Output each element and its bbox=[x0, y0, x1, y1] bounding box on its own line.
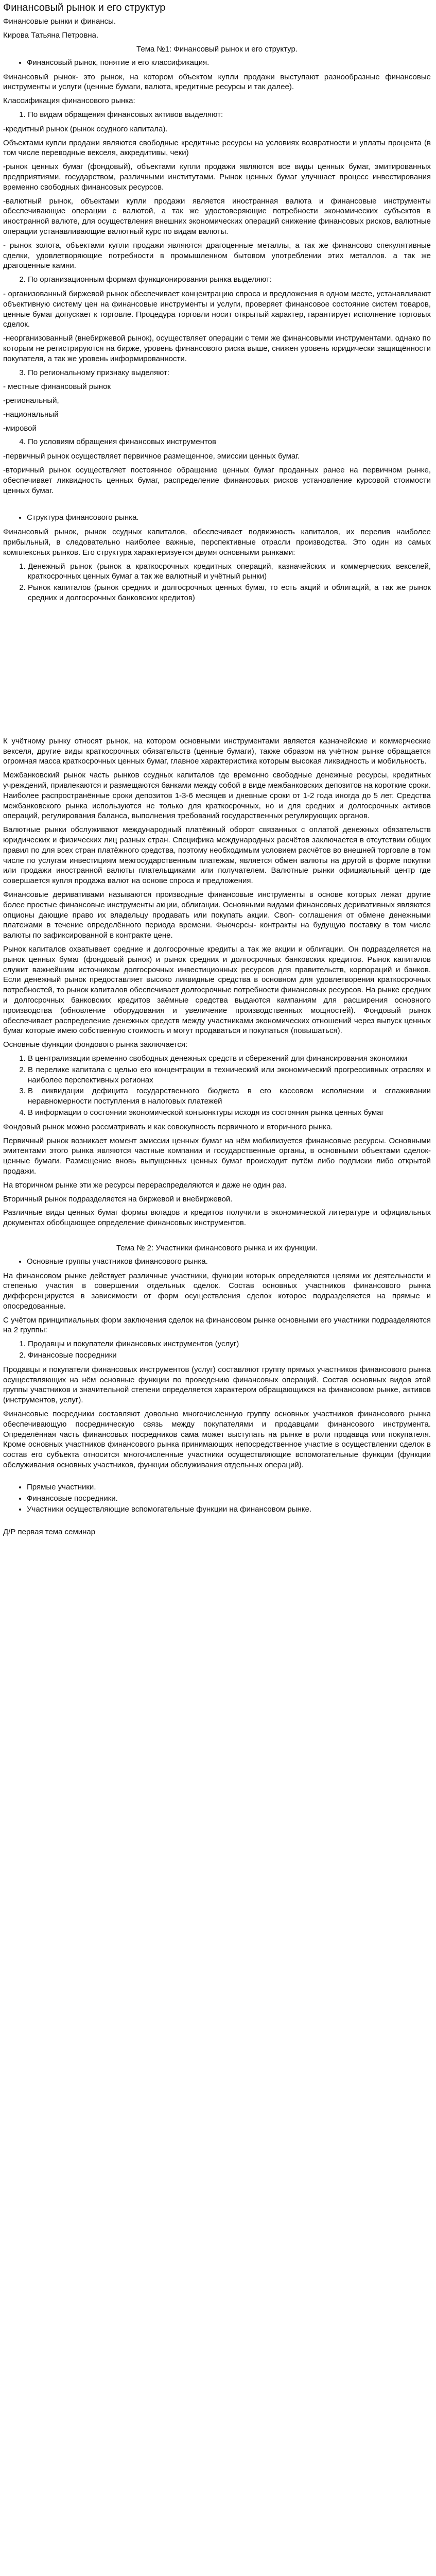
topic2-bullet-list bbox=[3, 1257, 431, 1267]
list-item: • Основные группы участников финансового рынка. bbox=[27, 1257, 431, 1267]
classification-list-4 bbox=[3, 437, 431, 447]
list-item: -региональный, bbox=[3, 396, 59, 405]
list-item: 1. Денежный рынок (рынок а краткосрочных кредитных операций, казначейских и коммерческих векселей, краткосрочных ценных бумаг а так же валютный и учётный рынки) bbox=[28, 562, 431, 582]
paragraph: -неорганизованный (внебиржевой рынок), осуществляет операции с теми же финансовыми инструментами, однако по которым не регистрируются на бирже, уровень финансового риска выше, снижен уровень юридически защищённости покупателя, а так же уровень информированности. bbox=[3, 334, 431, 363]
list-item: 1. В централизации временно свободных денежных средств и сбережений для финансирования экономики bbox=[28, 1054, 431, 1064]
document-author: Кирова Татьяна Петровна. bbox=[3, 31, 99, 40]
paragraph: -вторичный рынок осуществляет постоянное обращение ценных бумаг проданных ранее на первичном рынке, обеспечивает ликвидность ценных бумаг, распределение финансовых рисков установление курсовой стоимости ценных бумаг. bbox=[3, 466, 431, 495]
classification-title: Классификация финансового рынка: bbox=[3, 96, 135, 106]
list-item: 3. В ликвидации дефицита государственного бюджета в его кассовом исполнении и сглаживании неравномерности поступления в налоговых платежей bbox=[28, 1086, 431, 1107]
classification-list-1 bbox=[3, 110, 431, 120]
paragraph: Фондовый рынок можно рассматривать и как совокупность первичного и вторичного рынка. bbox=[3, 1122, 333, 1131]
classification-list-3 bbox=[3, 368, 431, 378]
groups-list bbox=[3, 1339, 431, 1361]
paragraph: Первичный рынок возникает момент эмиссии ценных бумаг на нём мобилизуется финансовые ресурсы. Основными эмитентами этого рынка являются частные компании и государственные органы, в основными объектами сделок- ценные бумаги. Размещение вновь выпущенных ценных бумаг происходит путём либо подписки либо открытой продажи. bbox=[3, 1136, 431, 1176]
list-item: • Прямые участники. bbox=[27, 1482, 431, 1493]
functions-list bbox=[3, 1054, 431, 1118]
page-title: Финансовый рынок и его структур bbox=[3, 2, 166, 13]
structure-bullet-list bbox=[3, 513, 431, 523]
list-item: 1. По видам обращения финансовых активов выделяют: bbox=[28, 110, 431, 120]
list-item: 4. В информации о состоянии экономической конъюнктуры исходя из состояния рынка ценных бумаг bbox=[28, 1108, 431, 1118]
list-item: 4. По условиям обращения финансовых инструментов bbox=[28, 437, 431, 447]
list-item: 1. Продавцы и покупатели финансовых инструментов (услуг) bbox=[28, 1339, 431, 1349]
list-item: 2. В перелике капитала с целью его концентрации в технический или экономический прогрессивных отраслях и наиболее перспективных регионах bbox=[28, 1065, 431, 1086]
list-item: • Финансовые посредники. bbox=[27, 1494, 431, 1504]
topic1-bullet-list bbox=[3, 58, 431, 68]
paragraph: К учётному рынку относят рынок, на котором основными инструментами является казначейские и коммерческие векселя, другие виды краткосрочных обязательств (ценные бумаги), также образом на учётном рынке обращается огромная масса краткосрочных ценных бумаг, главное характеристика которым высокая ликвидность и мобильность. bbox=[3, 736, 431, 766]
paragraph: Вторичный рынок подразделяется на биржевой и внебиржевой. bbox=[3, 1194, 233, 1204]
list-item: -национальный bbox=[3, 410, 59, 419]
paragraph: Финансовые деривативами называются производные финансовые инструменты в основе которых лежат другие более простые финансовые инструменты акции, облигации. Основными видами финансовых деривативных являются опционы дающие право их владельцу продавать или покупать акции. Своп- соглашения от обмене денежными платежами в течение определённого периода времени. Фьючерсы- контракты на будущую поставку в том числе валюты по зафиксированной в контракте цене. bbox=[3, 890, 431, 940]
paragraph: - организованный биржевой рынок обеспечивает концентрацию спроса и предложения в одном месте, устанавливают объективную систему цен на финансовые инструменты и услуги, проверяет финансовое состояние систем товаров, ценные бумаг допускает к торговле. Процедура торговли носит открытый характер, гарантирует исполнение торговых сделок. bbox=[3, 289, 431, 329]
paragraph: С учётом принципиальных форм заключения сделок на финансовом рынке основными его участники подразделяются на 2 группы: bbox=[3, 1315, 431, 1335]
list-item: 2. Финансовые посредники bbox=[28, 1350, 431, 1361]
paragraph: -кредитный рынок (рынок ссудного капитала). bbox=[3, 124, 168, 133]
homework-note: Д/Р первая тема семинар bbox=[3, 1528, 96, 1537]
list-item: • Структура финансового рынка. bbox=[27, 513, 431, 523]
document-subtitle: Финансовые рынки и финансы. bbox=[3, 17, 116, 26]
list-item: 2. Рынок капиталов (рынок средних и долгосрочных ценных бумаг, то есть акций и облигаций, а так же рынок средних и долгосрочных банковских кредитов) bbox=[28, 583, 431, 603]
paragraph: Финансовый рынок- это рынок, на котором объектом купли продажи выступают разнообразные финансовые инструменты и услуги (ценные бумаги, валюта, кредитные ресурсы и так далее). bbox=[3, 72, 431, 92]
list-item: • Участники осуществляющие вспомогательные функции на финансовом рынке. bbox=[27, 1504, 431, 1515]
paragraph: Межбанковский рынок часть рынков ссудных капиталов где временно свободные денежные ресурсы, кредитных учреждений, привлекаются и размещаются банками между собой в виде межбанковских депозитов на короткие сроки. Наиболее распространённые сроки депозитов 1-3-6 месяцев и дневные сроки от 1-2 года иногда до 5 лет. Средства межбанковского рынка используются не только для краткосрочных, но и для средних и долгосрочных активов операций, регулирования баланса, выполнения требований государственных регулирующих органов. bbox=[3, 771, 431, 821]
paragraph: На финансовом рынке действует различные участники, функции которых определяются целями их деятельности и степенью участия в совершении отдельных сделок. Состав основных участников финансового рынка дифференцируется в зависимости от форм осуществления сделок которое подразделяется на прямые и опосредованные. bbox=[3, 1271, 431, 1311]
paragraph: -первичный рынок осуществляет первичное размещенное, эмиссии ценных бумаг. bbox=[3, 452, 300, 461]
paragraph: Рынок капиталов охватывает средние и долгосрочные кредиты а так же акции и облигации. Он подразделяется на рынок ценных бумаг (фондовый рынок) и рынок средних и долгосрочных банковских кредитов. Рынок капиталов служит важнейшим источником долгосрочных инвестиционных ресурсов для правительств, корпораций и банков. Если денежный рынок предоставляет высоко ликвидные средства в основном для удовлетворения краткосрочных потребностей, то рынок капиталов обеспечивает долгосрочные потребности финансовых ресурсов. На рынке средних и долгосрочных банковских кредитов заёмные средства выдаются кампаниям для расширения основного производства (обновление оборудования и увеличение производственных мощностей). Фондовый рынок обеспечивает распределение денежных средств между участниками экономических отношений через выпуск ценных бумаг которые имею собственную стоимость и могут продаваться и покупаться (повышаться). bbox=[3, 944, 431, 1036]
paragraph: Различные виды ценных бумаг формы вкладов и кредитов получили в экономической литературе и официальных документах обобщающее определение финансовых инструментов. bbox=[3, 1208, 431, 1228]
structure-list bbox=[3, 562, 431, 603]
topic1-heading: Тема №1: Финансовый рынок и его структур. bbox=[136, 44, 298, 54]
classification-list-2 bbox=[3, 275, 431, 285]
paragraph: Продавцы и покупатели финансовых инструментов (услуг) составляют группу прямых участников финансового рынка осуществляющих на нём основные функции по проведению финансовых операций. Состав основных видов этой группы участников и значительной степени определяется характером обращающихся на финансовом рынке, активов (инструментов, услуг). bbox=[3, 1365, 431, 1405]
paragraph: -валютный рынок, объектами купли продажи является иностранная валюта и финансовые инструменты обеспечивающие операции с валютой, а так же удостоверяющие потребности экономических субъектов в иностранной валюте, для осуществления внешних экономических операций снижение финансовых рисков, валютные операции устанавливающие валютный курс по видам валюты. bbox=[3, 196, 431, 236]
topic2-heading: Тема № 2: Участники финансового рынка и их функции. bbox=[116, 1243, 318, 1252]
list-item: 3. По региональному признаку выделяют: bbox=[28, 368, 431, 378]
roles-list bbox=[3, 1482, 431, 1515]
list-item: • Финансовый рынок, понятие и его классификация. bbox=[27, 58, 431, 68]
paragraph: Финансовый рынок, рынок ссудных капиталов, обеспечивает подвижность капиталов, их перелив наиболее прибыльный, в следовательно наиболее важные, перспективные отрасли производства. Это один из самых комплексных рынков. Его структура характеризуется двумя основными рынками: bbox=[3, 528, 431, 557]
list-item: 2. По организационным формам функционирования рынка выделяют: bbox=[28, 275, 431, 285]
paragraph: Валютные рынки обслуживают международный платёжный оборот связанных с оплатой денежных обязательств юридических и физических лиц разных стран. Специфика международных расчётов заключается в отсутствии общих правил по для всех стран платёжного средства, поэтому необходимым условием расчётов во внешней торговле в том числе по услугам инвестициям межгосударственным платежам, является обмен валюты на другой в форме покупки или продажи иностранной валюты плательщиками или получателем. Валютные рынки официальный центр где совершается купля продажа валют на основе спроса и предложения. bbox=[3, 825, 431, 886]
paragraph: - рынок золота, объектами купли продажи являются драгоценные металлы, а так же финансово спекулятивные сделки, удовлетворяющие потребности в промышленном бытовом употреблении этих металлов. а так же драгоценные камни. bbox=[3, 241, 431, 270]
list-item: - местные финансовый рынок bbox=[3, 382, 111, 392]
paragraph: -рынок ценных бумаг (фондовый), объектами купли продажи являются все виды ценных бумаг, эмитированных предприятиями, государством, различными институтами. Рынок ценных бумаг улучшает процесс инвестирования временно свободных финансовых ресурсов. bbox=[3, 162, 431, 192]
paragraph: Финансовые посредники составляют довольно многочисленную группу основных участников финансового рынка обеспечивающую посредническую связь между покупателями и продавцами финансового инструмента. Определённая часть финансовых посредников сама может выступать на рынке в роли продавца или покупателя. Кроме основных участников финансового рынка принимающих непосредственное участие в осуществлении сделок в состав его субъекта относится многочисленные участники осуществляющие вспомогательные функции (функции обслуживания основных участников, функции обслуживания отдельных операций). bbox=[3, 1410, 431, 1470]
paragraph: Основные функции фондового рынка заключается: bbox=[3, 1040, 188, 1049]
paragraph: На вторичном рынке эти же ресурсы перераспределяются и даже не один раз. bbox=[3, 1180, 287, 1190]
list-item: -мировой bbox=[3, 423, 37, 433]
paragraph: Объектами купли продажи являются свободные кредитные ресурсы на условиях возвратности и уплаты процента (в том числе переводные векселя, аккредитивы, чеки) bbox=[3, 138, 431, 158]
